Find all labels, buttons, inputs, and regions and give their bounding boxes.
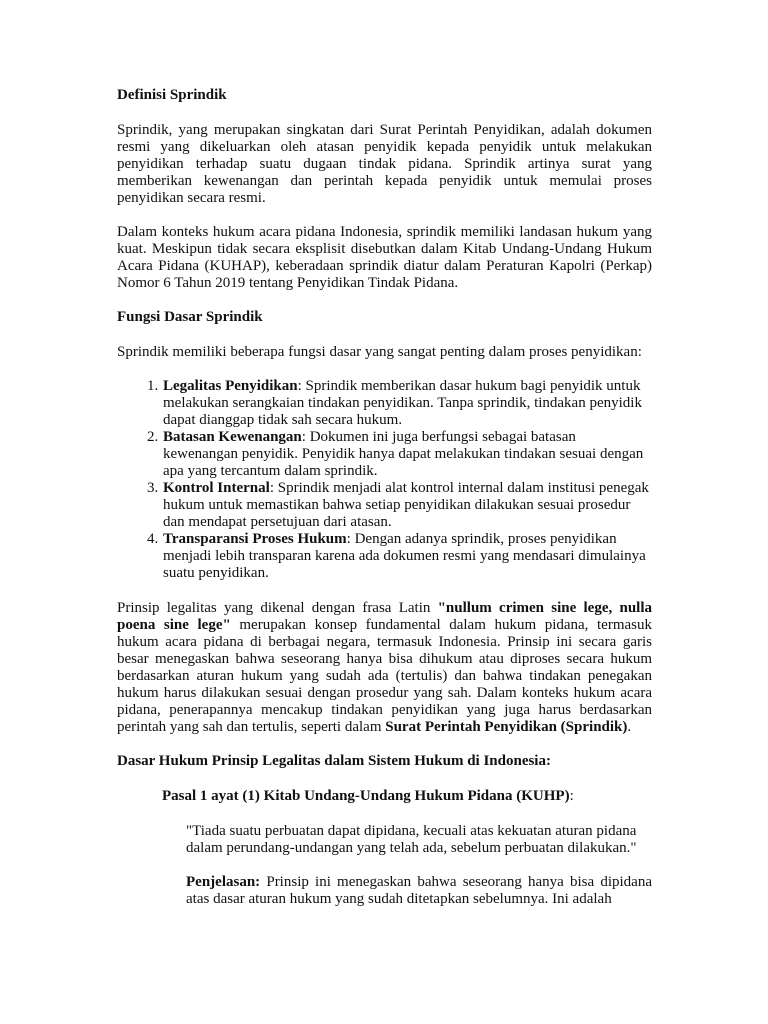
pasal-colon: : xyxy=(569,788,574,804)
heading-dasar-hukum xyxy=(117,753,652,770)
list-item xyxy=(162,480,652,531)
paragraph-definisi-1: Sprindik, yang merupakan singkatan dari Surat Perintah Penyidikan, adalah dokumen resmi yang dikeluarkan oleh atasan penyidik kepada penyidik untuk melakukan penyidikan terhadap suatu dugaan tindak pidana. Sprindik artinya surat yang memberikan kewenangan dan perintah kepada penyidik untuk memulai proses penyidikan secara resmi. xyxy=(117,122,652,206)
prinsip-text-2: merupakan konsep fundamental dalam hukum pidana, termasuk hukum acara pidana di berbagai negara, termasuk Indonesia. Prinsip ini secara garis besar menegaskan bahwa seseorang hanya bisa dihukum atau diproses secara hukum berdasarkan aturan hukum yang sudah ada (tertulis) dan bahwa tindakan penegakan hukum harus dilakukan sesuai dengan prosedur yang sah. Dalam konteks hukum acara pidana, penerapannya mencakup tindakan penyidikan yang juga harus berdasarkan perintah yang sah dan tertulis, seperti dalam xyxy=(117,617,652,735)
prinsip-latin-phrase: "nullum crimen sine lege, nulla poena sine lege" xyxy=(117,600,652,633)
penjelasan-label: Penjelasan: xyxy=(186,874,261,890)
heading-fungsi: Fungsi Dasar Sprindik xyxy=(117,309,263,325)
list-item-text: : Dengan adanya sprindik, proses penyidikan menjadi lebih transparan karena ada dokumen resmi yang mendasari dimulainya suatu penyidikan. xyxy=(163,531,646,581)
paragraph-fungsi-intro: Sprindik memiliki beberapa fungsi dasar yang sangat penting dalam proses penyidikan: xyxy=(117,344,642,360)
document-page xyxy=(117,87,652,908)
penjelasan-text: Prinsip ini menegaskan bahwa seseorang hanya bisa dipidana atas dasar aturan hukum yang sudah ditetapkan sebelumnya. Ini adalah xyxy=(186,874,652,907)
list-item xyxy=(162,429,652,480)
list-item-title: Transparansi Proses Hukum xyxy=(163,531,347,547)
heading-dasar-hukum-text: Dasar Hukum Prinsip Legalitas dalam Sistem Hukum di Indonesia xyxy=(117,753,546,769)
prinsip-sprindik-term: Surat Perintah Penyidikan (Sprindik) xyxy=(385,719,628,735)
list-item-title: Batasan Kewenangan xyxy=(163,429,302,445)
list-item xyxy=(162,531,652,582)
pasal-title: Pasal 1 ayat (1) Kitab Undang-Undang Hukum Pidana (KUHP) xyxy=(162,788,570,804)
list-item-text: : Sprindik menjadi alat kontrol internal dalam institusi penegak hukum untuk memastikan bahwa setiap penyidikan dilakukan sesuai prosedur dan mendapat persetujuan dari atasan. xyxy=(163,480,649,530)
prinsip-text-3: . xyxy=(627,719,632,735)
penjelasan-paragraph xyxy=(186,874,652,908)
paragraph-definisi-2: Dalam konteks hukum acara pidana Indonesia, sprindik memiliki landasan hukum yang kuat. Meskipun tidak secara eksplisit disebutkan dalam Kitab Undang-Undang Hukum Acara Pidana (KUHAP), keberadaan sprindik diatur dalam Peraturan Kapolri (Perkap) Nomor 6 Tahun 2019 tentang Penyidikan Tindak Pidana. xyxy=(117,224,652,291)
list-item-title: Kontrol Internal xyxy=(163,480,270,496)
list-item-text: : Sprindik memberikan dasar hukum bagi penyidik untuk melakukan serangkaian tindakan penyidikan. Tanpa sprindik, tindakan penyidik dapat dianggap tidak sah secara hukum. xyxy=(163,378,642,428)
subheading-pasal xyxy=(162,788,652,805)
pasal-quote: "Tiada suatu perbuatan dapat dipidana, kecuali atas kekuatan aturan pidana dalam perundang-undangan yang telah ada, sebelum perbuatan dilakukan." xyxy=(186,823,637,856)
fungsi-list xyxy=(117,378,652,582)
list-item-title: Legalitas Penyidikan xyxy=(163,378,298,394)
paragraph-prinsip-legalitas xyxy=(117,600,652,736)
list-item xyxy=(162,378,652,429)
heading-definisi: Definisi Sprindik xyxy=(117,87,227,103)
prinsip-text-1: Prinsip legalitas yang dikenal dengan frasa Latin xyxy=(117,600,438,616)
list-item-text: : Dokumen ini juga berfungsi sebagai batasan kewenangan penyidik. Penyidik hanya dapat melakukan tindakan sesuai dengan apa yang tercantum dalam sprindik. xyxy=(163,429,644,479)
heading-dasar-hukum-colon: : xyxy=(545,753,551,769)
